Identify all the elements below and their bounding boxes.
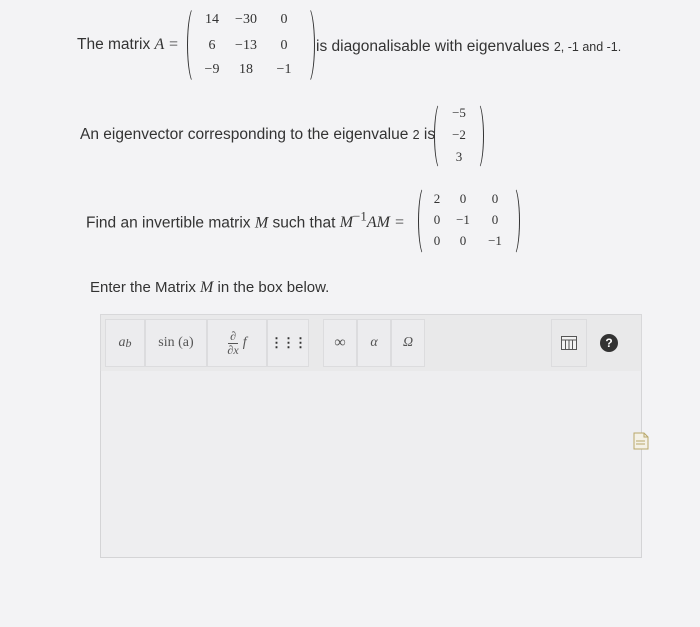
alpha-icon[interactable]: α: [357, 319, 391, 367]
eigenvalues-sentence: [316, 38, 621, 56]
matrix-d-cell: −1: [488, 233, 502, 248]
eigenvector-label: An eigenvector corresponding to the eigenvalue: [80, 126, 409, 143]
infinity-icon[interactable]: ∞: [323, 319, 357, 367]
inverse-expression: [339, 209, 405, 232]
eigenvalue-two: 2: [412, 128, 420, 142]
superscript-exp: b: [125, 335, 132, 350]
derivative-denominator: ∂x: [227, 342, 239, 357]
right-paren: [300, 6, 315, 84]
superscript-base: a: [118, 335, 126, 350]
derivative-button[interactable]: [207, 319, 267, 367]
matrix-a-cell: 0: [280, 38, 288, 53]
such-that-label: such that: [272, 214, 336, 232]
m-symbol: M: [339, 214, 354, 232]
right-paren: [507, 186, 520, 256]
matrix-intro-text: The matrix: [77, 36, 151, 53]
matrix-d-cell: 0: [433, 233, 441, 248]
instruction: [90, 279, 329, 297]
eigenvalues-label: is diagonalisable with eigenvalues: [316, 38, 550, 55]
matrix-d-cell: 0: [491, 191, 499, 206]
matrix-a-cell: 14: [205, 12, 219, 27]
matrix-a-cell: −1: [276, 62, 292, 77]
matrix-a-symbol: A =: [154, 36, 179, 53]
matrix-d-cell: 0: [459, 233, 467, 248]
matrix-icon[interactable]: ⋮⋮⋮: [267, 319, 309, 367]
derivative-f: f: [242, 335, 247, 350]
sin-label: sin (a): [158, 335, 194, 350]
table-icon[interactable]: [551, 319, 587, 367]
omega-icon[interactable]: Ω: [391, 319, 425, 367]
matrix-d-cell: 0: [459, 191, 467, 206]
matrix-a-cell: 0: [280, 12, 288, 27]
derivative-fraction: [227, 330, 238, 357]
matrix-a: [185, 6, 315, 84]
right-paren: [471, 102, 484, 170]
find-matrix-sentence: [86, 209, 405, 232]
sin-button[interactable]: [145, 319, 207, 367]
eigenvector-entry: 3: [455, 149, 463, 164]
eigenvector-entry: −2: [452, 127, 466, 142]
matrix-d-cell: −1: [456, 212, 470, 227]
matrix-d: [418, 186, 520, 256]
am-equals: AM =: [366, 214, 405, 232]
answer-editor[interactable]: [100, 371, 642, 558]
matrix-a-cell: −13: [235, 38, 257, 53]
document-icon-graphic: [632, 432, 650, 450]
eigenvector-entry: −5: [452, 105, 466, 120]
matrix-m-symbol: M: [254, 214, 269, 232]
instruction-m-symbol: M: [200, 279, 214, 296]
inverse-exponent: −1: [353, 209, 367, 224]
superscript-button[interactable]: [105, 319, 145, 367]
document-icon[interactable]: [632, 432, 650, 455]
instruction-suffix: in the box below.: [217, 279, 330, 296]
help-icon: ?: [600, 334, 618, 352]
eigenvalues-values: 2, -1 and -1.: [553, 40, 622, 54]
derivative-numerator: ∂: [230, 328, 237, 343]
matrix-a-intro: [77, 36, 179, 54]
find-matrix-label: Find an invertible matrix: [86, 214, 251, 232]
help-button[interactable]: [591, 319, 627, 367]
eigenvector: [434, 102, 484, 170]
matrix-d-cell: 0: [433, 212, 441, 227]
matrix-a-cell: 18: [239, 62, 253, 77]
matrix-a-cell: −9: [204, 62, 220, 77]
matrix-a-cell: −30: [235, 12, 257, 27]
matrix-d-cell: 0: [491, 212, 499, 227]
eigenvector-sentence: [80, 126, 435, 144]
matrix-d-cell: 2: [433, 191, 441, 206]
matrix-a-cell: 6: [208, 38, 216, 53]
eigenvector-is: is: [423, 126, 436, 143]
instruction-prefix: Enter the Matrix: [90, 279, 196, 296]
math-toolbar: [100, 314, 642, 372]
table-icon-graphic: [561, 336, 577, 350]
